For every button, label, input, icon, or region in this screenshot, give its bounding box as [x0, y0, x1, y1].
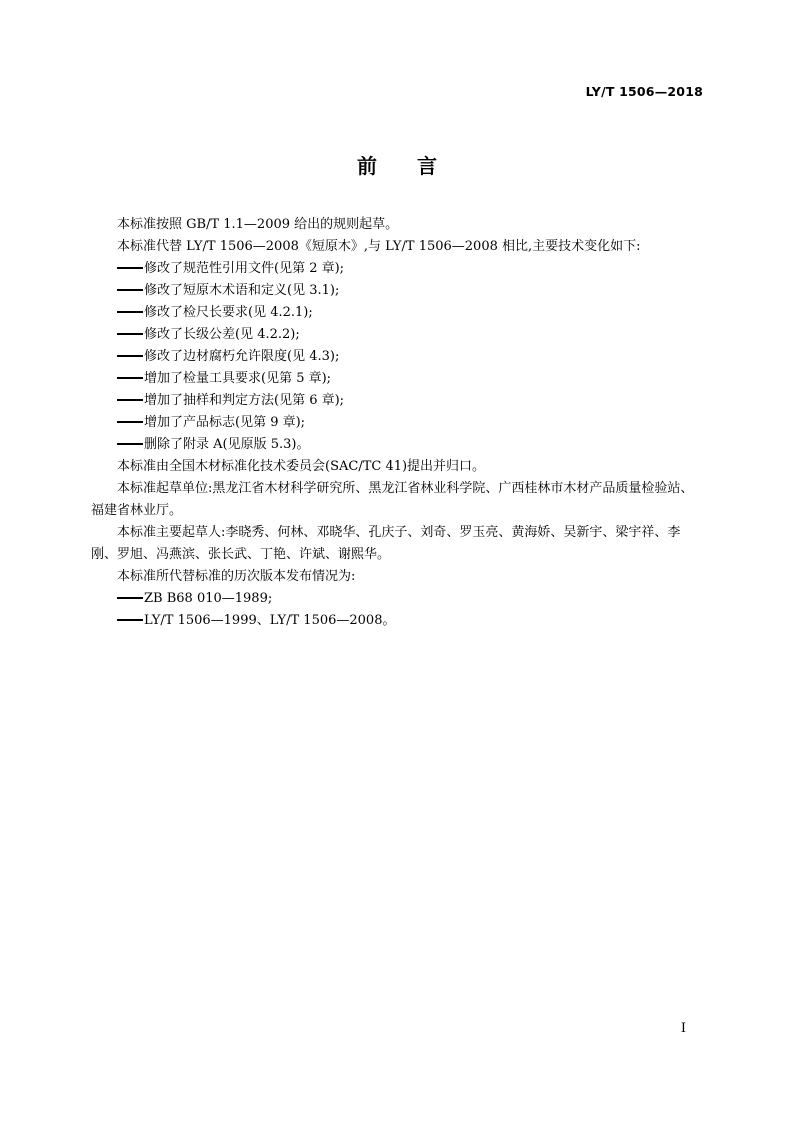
dash-mark [117, 333, 143, 335]
foreword-body [91, 214, 705, 632]
history-item-text: ZB B68 010—1989; [144, 591, 273, 606]
change-item [91, 346, 705, 368]
change-item [91, 390, 705, 412]
change-item-text: 修改了短原木术语和定义(见 3.1); [144, 283, 340, 298]
change-item-text: 修改了长级公差(见 4.2.2); [144, 327, 300, 342]
title-char-1: 前 [357, 154, 377, 178]
dash-mark [117, 355, 143, 357]
history-item [91, 610, 705, 632]
paragraph-drafting-rules: 本标准按照 GB/T 1.1—2009 给出的规则起草。 [117, 217, 399, 232]
paragraph-drafting-units: 本标准起草单位:黑龙江省木材科学研究所、黑龙江省林业科学院、广西桂林市木材产品质量检验站、福建省林业厅。 [91, 481, 694, 518]
dash-mark [117, 597, 143, 599]
page-number: I [680, 1021, 686, 1036]
paragraph-drafters: 本标准主要起草人:李晓秀、何林、邓晓华、孔庆子、刘奇、罗玉亮、黄海娇、吴新宇、梁宇祥、李刚、罗旭、冯燕滨、张长武、丁艳、许斌、谢熙华。 [91, 525, 681, 562]
change-item [91, 368, 705, 390]
change-item-text: 修改了规范性引用文件(见第 2 章); [144, 261, 345, 276]
dash-mark [117, 289, 143, 291]
paragraph-committee: 本标准由全国木材标准化技术委员会(SAC/TC 41)提出并归口。 [117, 459, 486, 474]
history-item-text: LY/T 1506—1999、LY/T 1506—2008。 [144, 613, 396, 628]
dash-mark [117, 619, 143, 621]
change-item-text: 修改了检尺长要求(见 4.2.1); [144, 305, 313, 320]
paragraph-replacement: 本标准代替 LY/T 1506—2008《短原木》,与 LY/T 1506—2008 相比,主要技术变化如下: [117, 239, 641, 254]
change-item-text: 增加了产品标志(见第 9 章); [144, 415, 306, 430]
page-title [0, 150, 794, 179]
dash-mark [117, 443, 143, 445]
change-item [91, 324, 705, 346]
dash-mark [117, 421, 143, 423]
change-item [91, 280, 705, 302]
change-item [91, 258, 705, 280]
change-item-text: 删除了附录 A(见原版 5.3)。 [144, 437, 310, 452]
change-item-text: 增加了抽样和判定方法(见第 6 章); [144, 393, 345, 408]
change-item [91, 302, 705, 324]
dash-mark [117, 267, 143, 269]
paragraph-version-history: 本标准所代替标准的历次版本发布情况为: [117, 569, 356, 584]
change-item-text: 增加了检量工具要求(见第 5 章); [144, 371, 332, 386]
dash-mark [117, 311, 143, 313]
history-item [91, 588, 705, 610]
change-item-text: 修改了边材腐朽允许限度(见 4.3); [144, 349, 340, 364]
standard-code: LY/T 1506—2018 [585, 84, 703, 99]
dash-mark [117, 377, 143, 379]
change-item [91, 412, 705, 434]
title-char-2: 言 [417, 154, 437, 178]
change-item [91, 434, 705, 456]
dash-mark [117, 399, 143, 401]
